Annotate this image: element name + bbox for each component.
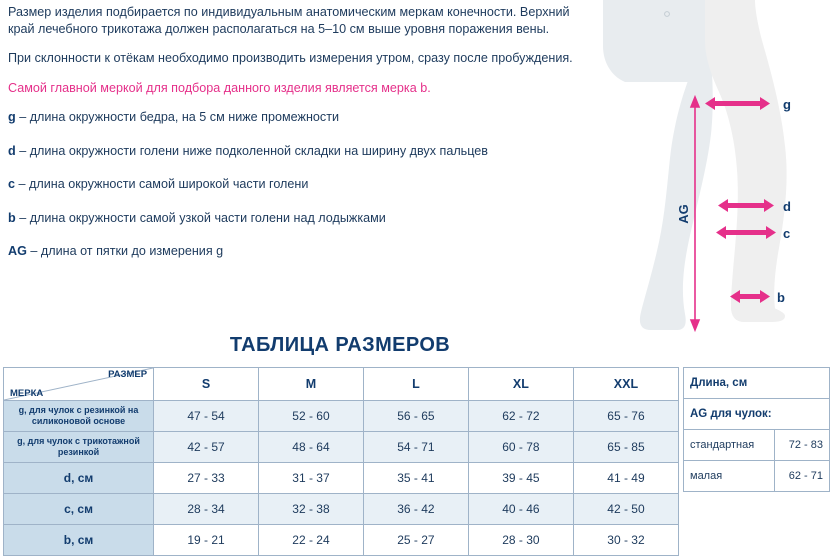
legend-text-c: – длина окружности самой широкой части голени [15, 177, 309, 191]
length-row-value-small: 62 - 71 [774, 461, 829, 492]
illustration-label-g: g [783, 97, 791, 112]
legend-item-g [8, 109, 588, 126]
column-header-s: S [154, 368, 259, 401]
length-table [683, 367, 830, 492]
column-header-l: L [363, 368, 468, 401]
legend-key-b: b [8, 210, 16, 225]
length-table-header-row [684, 368, 830, 399]
size-table-title: ТАБЛИЦА РАЗМЕРОВ [229, 334, 451, 356]
cell-d-xxl: 41 - 49 [573, 463, 678, 494]
cell-g-silicone-s: 47 - 54 [154, 401, 259, 432]
legend-item-ag [8, 243, 588, 260]
intro-paragraph-highlight: Самой главной меркой для подбора данного изделия является мерка b. [8, 80, 431, 95]
cell-b-s: 19 - 21 [154, 525, 259, 556]
length-row-value-standard: 72 - 83 [774, 430, 829, 461]
illustration-label-d: d [783, 199, 791, 214]
cell-g-silicone-l: 56 - 65 [363, 401, 468, 432]
legend-text-d: – длина окружности голени ниже подколенной складки на ширину двух пальцев [15, 143, 488, 158]
legend-item-d [8, 143, 588, 160]
length-table-row [684, 430, 830, 461]
length-table-row [684, 461, 830, 492]
instruction-text-column [8, 4, 588, 277]
length-table-subheader-row [684, 399, 830, 430]
intro-paragraph-2: При склонности к отёкам необходимо производить измерения утром, сразу после пробуждения. [8, 51, 573, 65]
cell-g-silicone-xxl: 65 - 76 [573, 401, 678, 432]
cell-g-silicone-m: 52 - 60 [259, 401, 364, 432]
size-table [3, 367, 679, 556]
length-row-label-small: малая [684, 461, 775, 492]
cell-b-xl: 28 - 30 [468, 525, 573, 556]
legend-item-b [8, 210, 588, 227]
legend-text-ag: – длина от пятки до измерения g [26, 244, 224, 258]
table-row [4, 432, 679, 463]
legend-text-g: – длина окружности бедра, на 5 см ниже промежности [15, 110, 340, 124]
length-row-label-standard: стандартная [684, 430, 775, 461]
cell-g-knit-s: 42 - 57 [154, 432, 259, 463]
size-table-header-row [4, 368, 679, 401]
row-label-g-knit: g, для чулок с трикотажной резинкой [4, 432, 154, 463]
column-header-xxl: XXL [573, 368, 678, 401]
legend-key-d: d [8, 143, 16, 158]
cell-g-silicone-xl: 62 - 72 [468, 401, 573, 432]
legend-key-g: g [8, 110, 16, 124]
cell-d-l: 35 - 41 [363, 463, 468, 494]
cell-c-xl: 40 - 46 [468, 494, 573, 525]
table-row [4, 401, 679, 432]
row-label-d: d, см [4, 463, 154, 494]
row-label-b: b, см [4, 525, 154, 556]
cell-c-xxl: 42 - 50 [573, 494, 678, 525]
cell-d-xl: 39 - 45 [468, 463, 573, 494]
cell-g-knit-l: 54 - 71 [363, 432, 468, 463]
table-row [4, 525, 679, 556]
cell-b-m: 22 - 24 [259, 525, 364, 556]
cell-c-m: 32 - 38 [259, 494, 364, 525]
cell-g-knit-xxl: 65 - 85 [573, 432, 678, 463]
legend-item-c [8, 176, 588, 193]
illustration-label-b: b [777, 290, 785, 305]
column-header-m: M [259, 368, 364, 401]
cell-b-l: 25 - 27 [363, 525, 468, 556]
table-row [4, 463, 679, 494]
cell-c-l: 36 - 42 [363, 494, 468, 525]
intro-paragraph-1: Размер изделия подбирается по индивидуальным анатомическим меркам конечности. Верхний край лечебного трикотажа должен располагаться на 5–10 см выше уровня поражения вены. [8, 5, 570, 36]
legend-key-ag: AG [8, 244, 27, 258]
legs-illustration [585, 0, 833, 336]
table-corner-cell [4, 368, 154, 401]
cell-d-m: 31 - 37 [259, 463, 364, 494]
length-table-subheader: AG для чулок: [684, 399, 830, 430]
corner-label-measure: МЕРКА [10, 388, 44, 399]
column-header-xl: XL [468, 368, 573, 401]
cell-d-s: 27 - 33 [154, 463, 259, 494]
length-table-header: Длина, см [684, 368, 830, 399]
row-label-c: c, см [4, 494, 154, 525]
cell-c-s: 28 - 34 [154, 494, 259, 525]
illustration-axis-label: AG [676, 204, 691, 224]
illustration-label-c: c [783, 226, 791, 241]
row-label-g-silicone: g, для чулок с резинкой на силиконовой основе [4, 401, 154, 432]
legend-text-b: – длина окружности самой узкой части голени над лодыжками [15, 210, 386, 225]
table-row [4, 494, 679, 525]
corner-label-size: РАЗМЕР [108, 369, 148, 380]
cell-b-xxl: 30 - 32 [573, 525, 678, 556]
cell-g-knit-m: 48 - 64 [259, 432, 364, 463]
legend-key-c: c [8, 177, 16, 191]
cell-g-knit-xl: 60 - 78 [468, 432, 573, 463]
